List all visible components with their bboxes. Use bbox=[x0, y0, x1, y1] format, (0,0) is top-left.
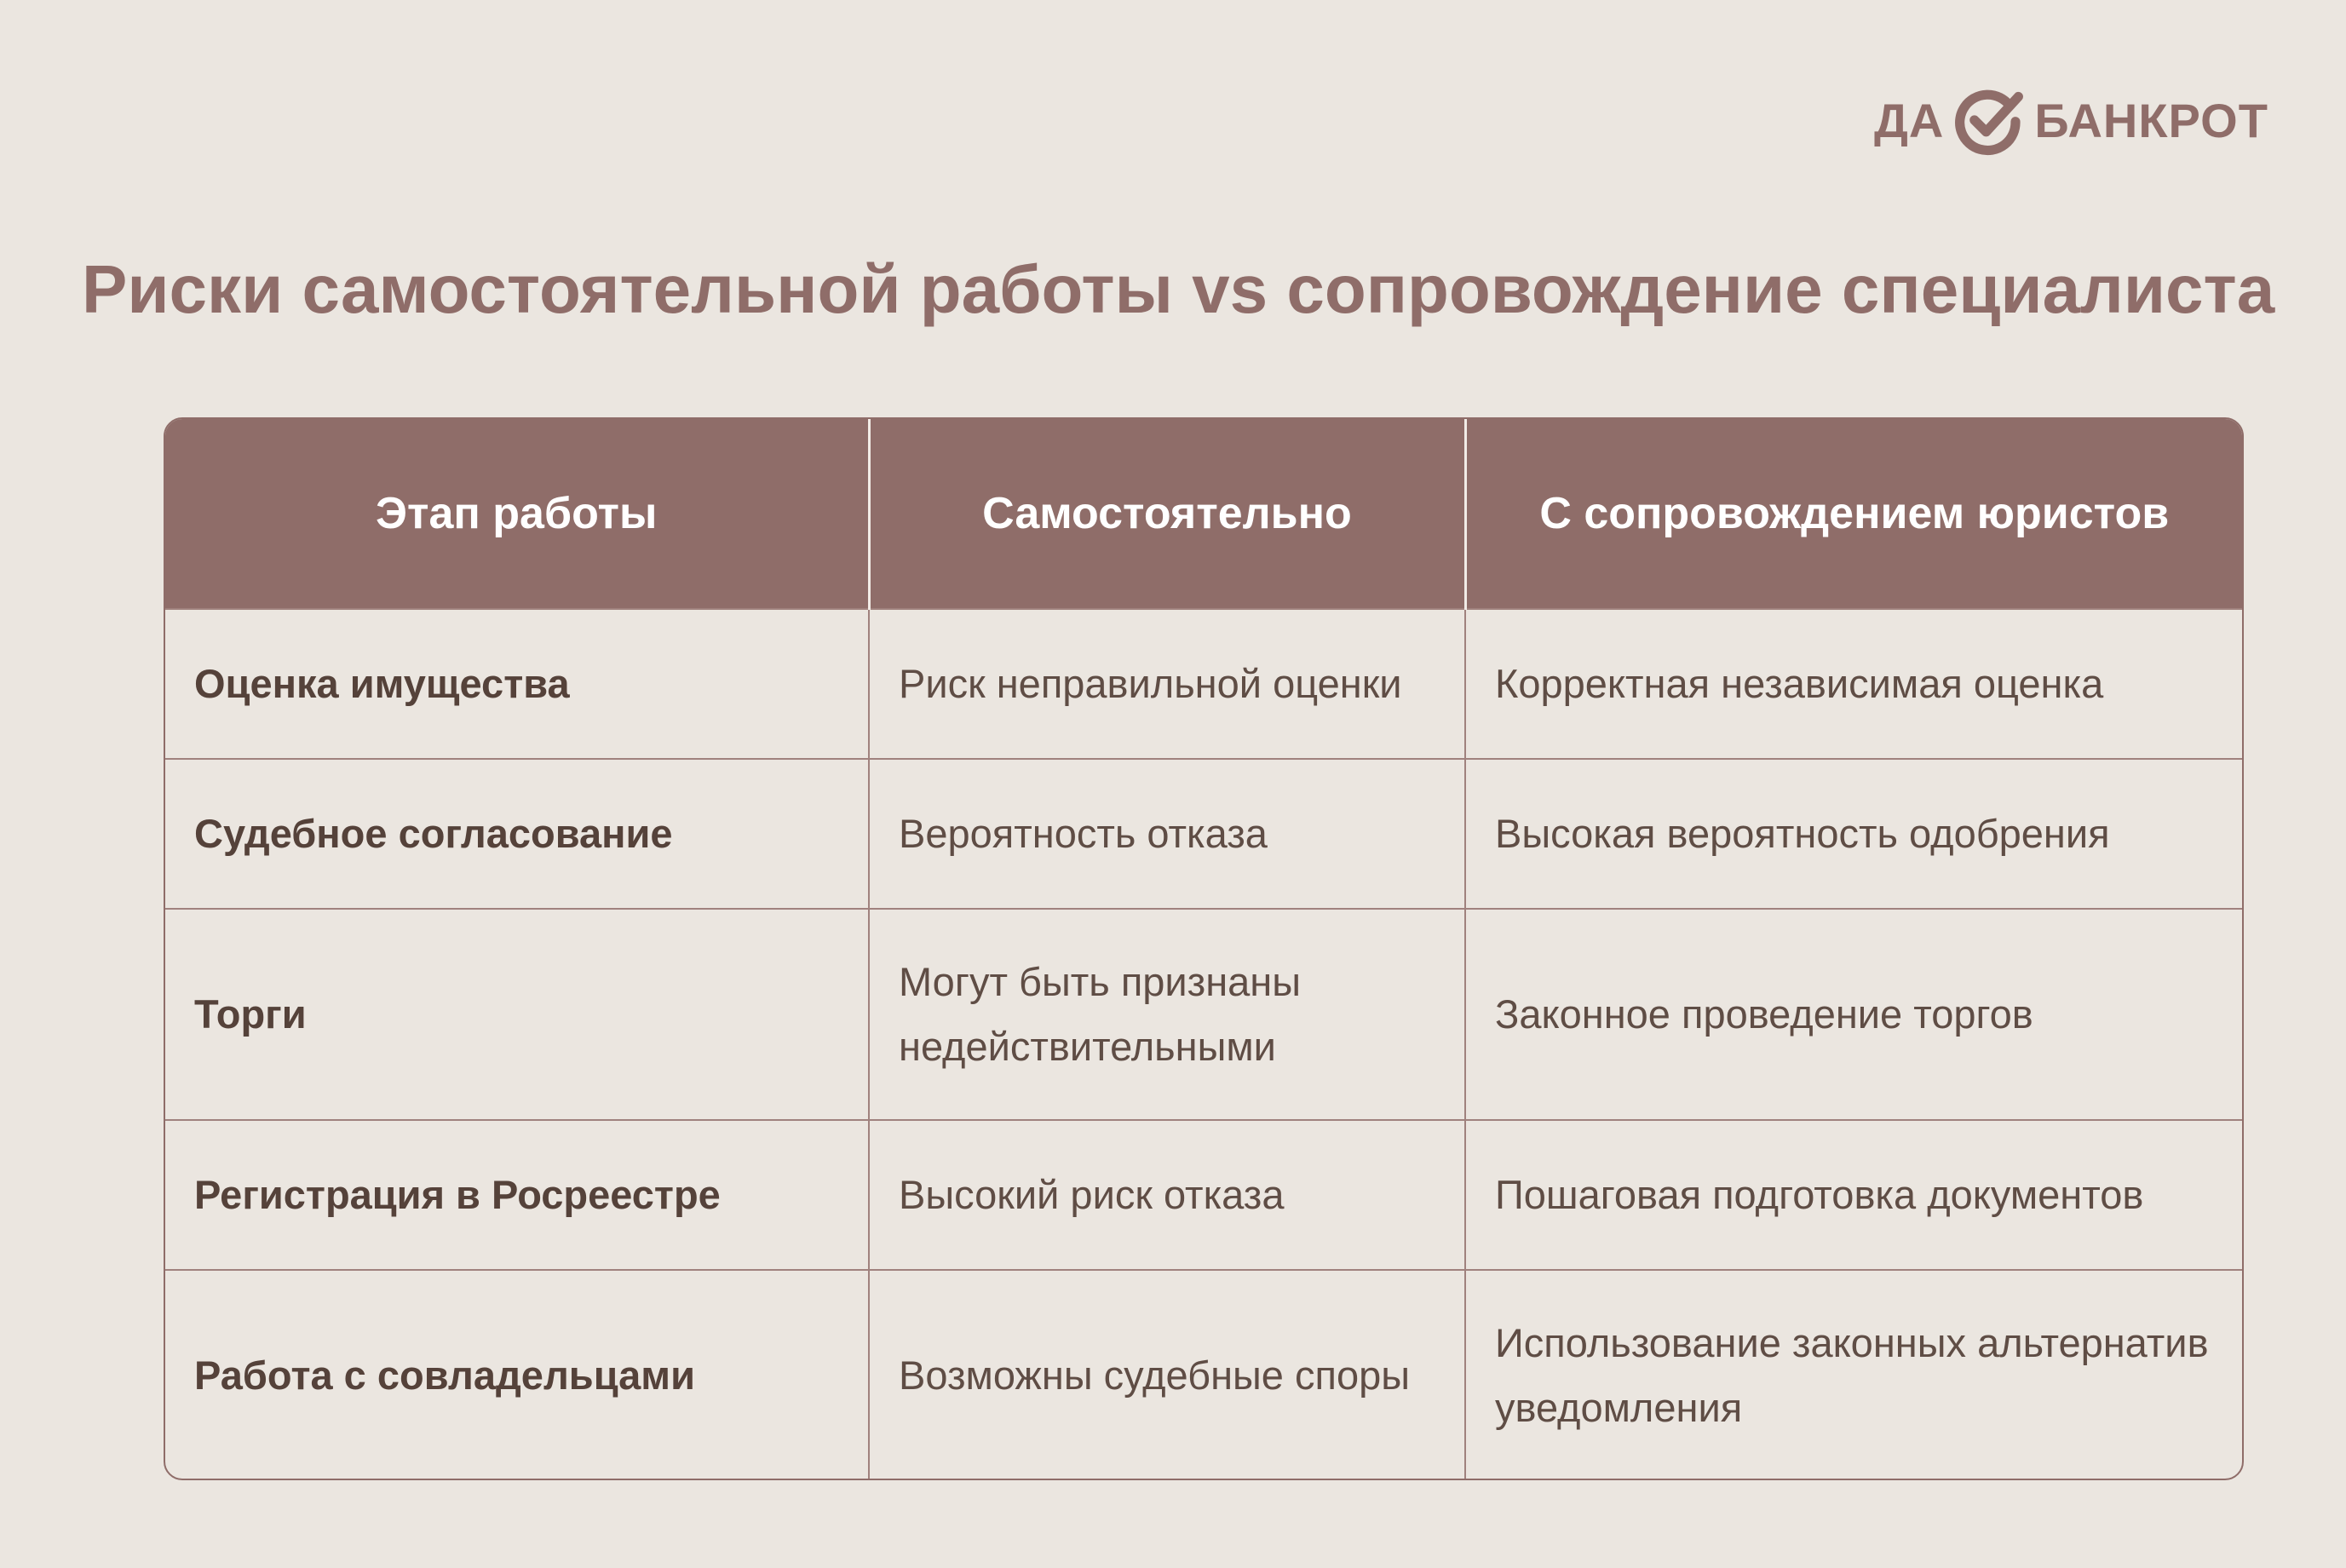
cell-self: Могут быть признаны недействительными bbox=[869, 909, 1465, 1120]
page-title: Риски самостоятельной работы vs сопровождение специалиста bbox=[82, 251, 2275, 327]
table-row bbox=[165, 909, 2242, 1120]
header-self: Самостоятельно bbox=[869, 419, 1465, 609]
cell-stage: Оценка имущества bbox=[165, 609, 869, 759]
cell-self: Возможны судебные споры bbox=[869, 1270, 1465, 1480]
comparison-table bbox=[164, 417, 2244, 1480]
cell-stage: Работа с совладельцами bbox=[165, 1270, 869, 1480]
cell-with-lawyers: Корректная независимая оценка bbox=[1465, 609, 2242, 759]
check-circle-icon bbox=[1952, 83, 2026, 157]
header-stage: Этап работы bbox=[165, 419, 869, 609]
cell-stage: Судебное согласование bbox=[165, 759, 869, 909]
cell-stage: Регистрация в Росреестре bbox=[165, 1120, 869, 1270]
table-row bbox=[165, 609, 2242, 759]
table-row bbox=[165, 1270, 2242, 1480]
cell-self: Риск неправильной оценки bbox=[869, 609, 1465, 759]
table-header-row bbox=[165, 419, 2242, 609]
table-row bbox=[165, 759, 2242, 909]
cell-with-lawyers: Использование законных альтернатив уведомления bbox=[1465, 1270, 2242, 1480]
brand-logo-right-text: БАНКРОТ bbox=[2034, 93, 2268, 147]
cell-self: Высокий риск отказа bbox=[869, 1120, 1465, 1270]
header-with-lawyers: С сопровождением юристов bbox=[1465, 419, 2242, 609]
table-row bbox=[165, 1120, 2242, 1270]
cell-stage: Торги bbox=[165, 909, 869, 1120]
cell-with-lawyers: Высокая вероятность одобрения bbox=[1465, 759, 2242, 909]
brand-logo bbox=[1874, 82, 2268, 158]
brand-logo-left-text: ДА bbox=[1874, 93, 1945, 147]
cell-self: Вероятность отказа bbox=[869, 759, 1465, 909]
cell-with-lawyers: Пошаговая подготовка документов bbox=[1465, 1120, 2242, 1270]
cell-with-lawyers: Законное проведение торгов bbox=[1465, 909, 2242, 1120]
